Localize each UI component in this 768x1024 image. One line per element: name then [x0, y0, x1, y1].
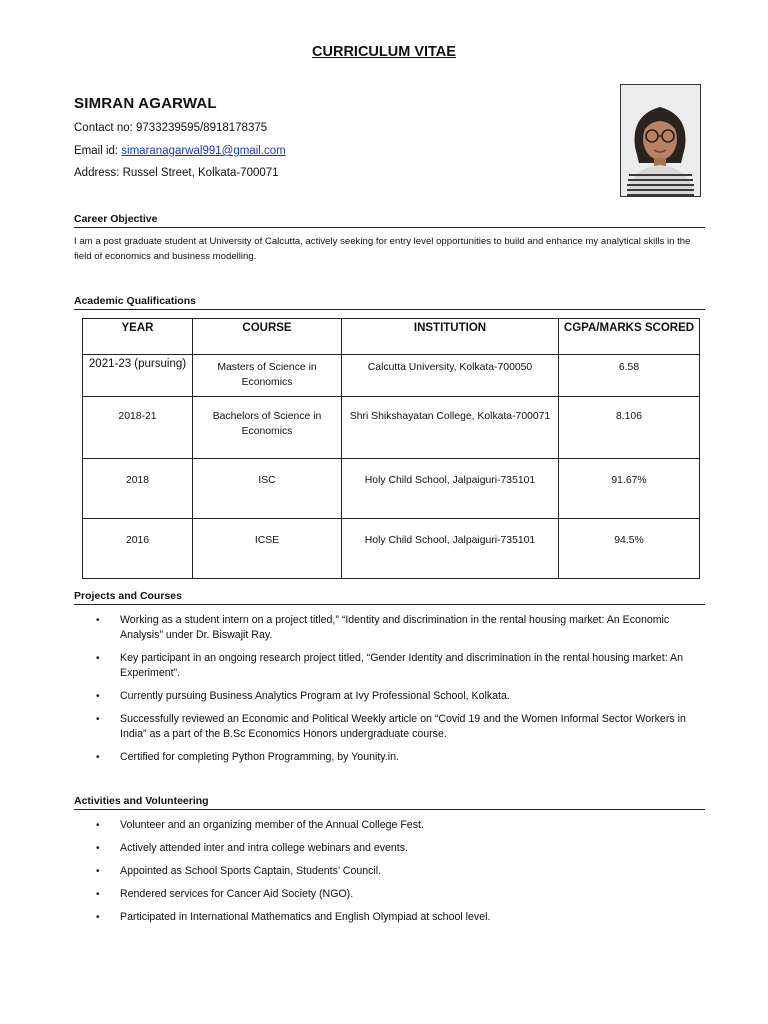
cell-institution: Calcutta University, Kolkata-700050: [342, 355, 559, 397]
cell-year: 2021-23 (pursuing): [83, 355, 193, 397]
list-item: [74, 613, 704, 651]
bullet-icon: •: [96, 843, 100, 854]
header-year: YEAR: [83, 319, 193, 355]
bullet-icon: •: [96, 866, 100, 877]
bullet-icon: •: [96, 752, 100, 763]
address-label: Address:: [74, 167, 123, 179]
cell-course: ISC: [193, 459, 342, 519]
cell-course: Masters of Science in Economics: [193, 355, 342, 397]
bullet-icon: •: [96, 653, 100, 664]
list-item-text: Working as a student intern on a project titled,” “Identity and discrimination in the rental housing market: An Economic Analysis” under Dr. Biswajit Ray.: [120, 614, 670, 641]
list-item: [74, 689, 704, 712]
address-line: [74, 167, 279, 179]
academic-heading: Academic Qualifications: [74, 295, 705, 310]
list-item: [74, 887, 704, 910]
list-item-text: Successfully reviewed an Economic and Political Weekly article on “Covid 19 and the Women Informal Sector Workers in India” as a part of the B.Sc Economics Honors undergraduate course.: [120, 713, 686, 740]
list-item-text: Volunteer and an organizing member of the Annual College Fest.: [120, 819, 424, 831]
header-institution: INSTITUTION: [342, 319, 559, 355]
address-value: Russel Street, Kolkata-700071: [122, 167, 279, 179]
activities-list: [74, 818, 704, 933]
cell-score: 91.67%: [559, 459, 700, 519]
cell-year: 2018-21: [83, 397, 193, 459]
cell-course: ICSE: [193, 519, 342, 579]
cell-year: 2018: [83, 459, 193, 519]
cell-score: 6.58: [559, 355, 700, 397]
list-item: [74, 651, 704, 689]
table-row: [83, 355, 700, 397]
document-title: CURRICULUM VITAE: [312, 44, 456, 60]
cell-score: 8.106: [559, 397, 700, 459]
bullet-icon: •: [96, 889, 100, 900]
table-row: [83, 519, 700, 579]
cell-institution: Shri Shikshayatan College, Kolkata-700071: [342, 397, 559, 459]
list-item-text: Rendered services for Cancer Aid Society (NGO).: [120, 888, 354, 900]
list-item-text: Key participant in an ongoing research project titled, “Gender Identity and discrimination in the rental housing market: An Experiment”.: [120, 652, 683, 679]
contact-phone: 9733239595/8918178375: [136, 122, 268, 134]
list-item: [74, 841, 704, 864]
profile-photo: [620, 84, 701, 197]
list-item-text: Certified for completing Python Programming, by Younity.in.: [120, 751, 399, 763]
table-header-row: [83, 319, 700, 355]
bullet-icon: •: [96, 615, 100, 626]
list-item-text: Actively attended inter and intra college webinars and events.: [120, 842, 408, 854]
list-item-text: Participated in International Mathematics and English Olympiad at school level.: [120, 911, 491, 923]
email-link[interactable]: simaranagarwal991@gmail.com: [121, 145, 286, 157]
list-item-text: Appointed as School Sports Captain, Students’ Council.: [120, 865, 382, 877]
candidate-name: SIMRAN AGARWAL: [74, 95, 217, 112]
table-row: [83, 459, 700, 519]
email-label: Email id:: [74, 145, 122, 157]
cell-course: Bachelors of Science in Economics: [193, 397, 342, 459]
cell-institution: Holy Child School, Jalpaiguri-735101: [342, 459, 559, 519]
cell-institution: Holy Child School, Jalpaiguri-735101: [342, 519, 559, 579]
list-item: [74, 818, 704, 841]
contact-line: [74, 122, 267, 134]
career-objective-text: I am a post graduate student at University of Calcutta, actively seeking for entry level opportunities to build and enhance my analytical skills in the field of economics and business modelling.: [74, 236, 691, 262]
bullet-icon: •: [96, 691, 100, 702]
academic-table: [82, 318, 700, 579]
list-item-text: Currently pursuing Business Analytics Program at Ivy Professional School, Kolkata.: [120, 690, 510, 702]
portrait-image: [621, 85, 700, 196]
email-line: [74, 145, 286, 157]
list-item: [74, 910, 704, 933]
table-row: [83, 397, 700, 459]
cell-score: 94.5%: [559, 519, 700, 579]
bullet-icon: •: [96, 820, 100, 831]
header-course: COURSE: [193, 319, 342, 355]
career-objective-heading: Career Objective: [74, 213, 705, 228]
bullet-icon: •: [96, 714, 100, 725]
activities-heading: Activities and Volunteering: [74, 795, 705, 810]
list-item: [74, 864, 704, 887]
list-item: [74, 712, 704, 750]
list-item: [74, 750, 704, 773]
header-score: CGPA/MARKS SCORED: [559, 319, 700, 355]
contact-label: Contact no:: [74, 122, 137, 134]
cell-year: 2016: [83, 519, 193, 579]
projects-heading: Projects and Courses: [74, 590, 705, 605]
projects-list: [74, 613, 704, 773]
bullet-icon: •: [96, 912, 100, 923]
